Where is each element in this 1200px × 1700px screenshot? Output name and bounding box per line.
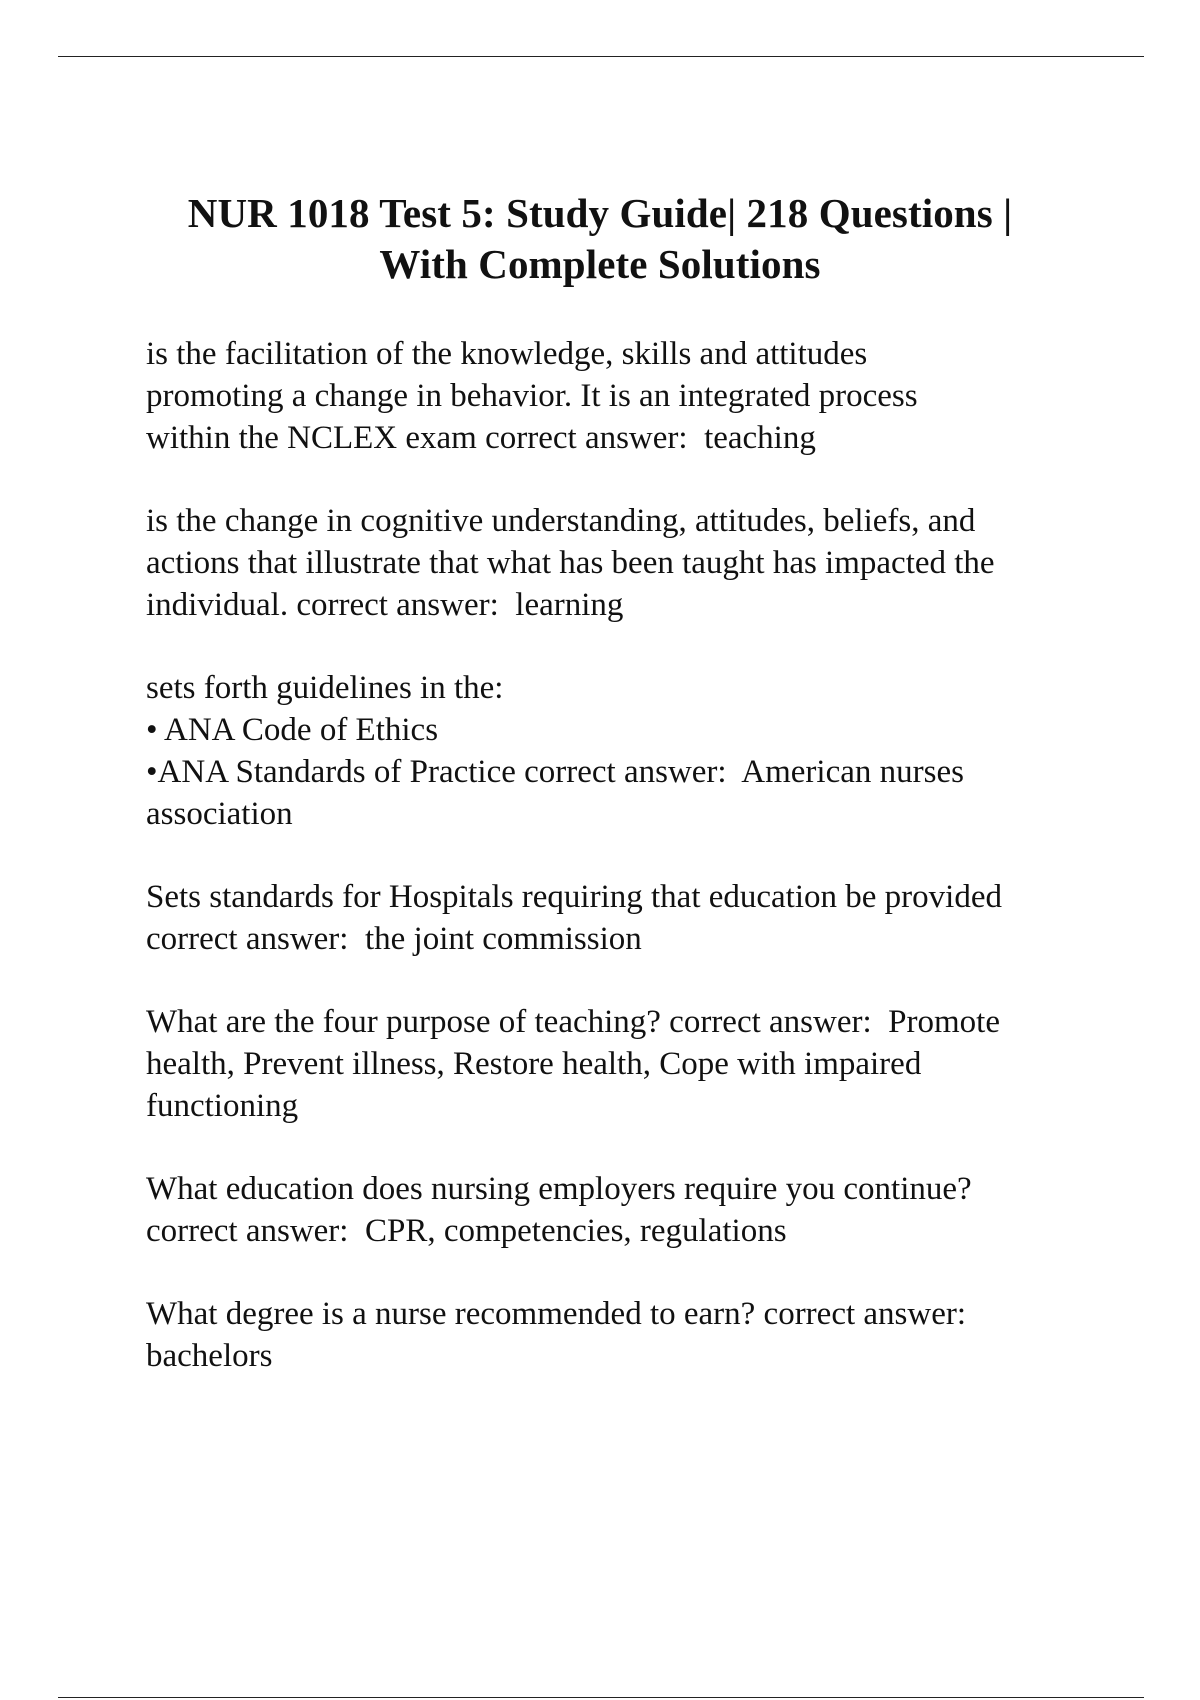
qa-entry-teaching: [146, 333, 1146, 459]
qa-line: association: [146, 796, 293, 832]
bottom-rule: [58, 1697, 1144, 1698]
qa-line: •ANA Standards of Practice correct answer: American nurses: [146, 754, 964, 790]
qa-line: actions that illustrate that what has been taught has impacted the: [146, 545, 995, 581]
qa-line: is the change in cognitive understanding, attitudes, beliefs, and: [146, 503, 976, 539]
qa-line: health, Prevent illness, Restore health, Cope with impaired: [146, 1046, 922, 1082]
page-title: [120, 188, 1080, 290]
title-line-1: NUR 1018 Test 5: Study Guide| 218 Questions |: [187, 190, 1013, 236]
qa-line: correct answer: the joint commission: [146, 921, 642, 957]
qa-line: individual. correct answer: learning: [146, 587, 624, 623]
qa-entry-purposes: [146, 1001, 1146, 1127]
question-list: [146, 333, 1146, 1418]
qa-entry-joint-commission: [146, 876, 1146, 960]
title-line-2: With Complete Solutions: [379, 241, 821, 287]
qa-line: promoting a change in behavior. It is an integrated process: [146, 378, 918, 414]
top-rule: [58, 56, 1144, 57]
qa-line: What degree is a nurse recommended to earn? correct answer:: [146, 1296, 967, 1332]
qa-line: correct answer: CPR, competencies, regulations: [146, 1213, 787, 1249]
qa-line: functioning: [146, 1088, 299, 1124]
qa-line: What education does nursing employers require you continue?: [146, 1171, 972, 1207]
qa-line: • ANA Code of Ethics: [146, 712, 439, 748]
qa-line: bachelors: [146, 1338, 273, 1374]
qa-line: What are the four purpose of teaching? correct answer: Promote: [146, 1004, 1000, 1040]
qa-line: within the NCLEX exam correct answer: teaching: [146, 420, 816, 456]
qa-line: is the facilitation of the knowledge, skills and attitudes: [146, 336, 868, 372]
qa-line: sets forth guidelines in the:: [146, 670, 504, 706]
qa-entry-ana: [146, 667, 1146, 835]
qa-entry-degree: [146, 1293, 1146, 1377]
qa-entry-learning: [146, 500, 1146, 626]
qa-line: Sets standards for Hospitals requiring that education be provided: [146, 879, 1002, 915]
qa-entry-continuing-education: [146, 1168, 1146, 1252]
